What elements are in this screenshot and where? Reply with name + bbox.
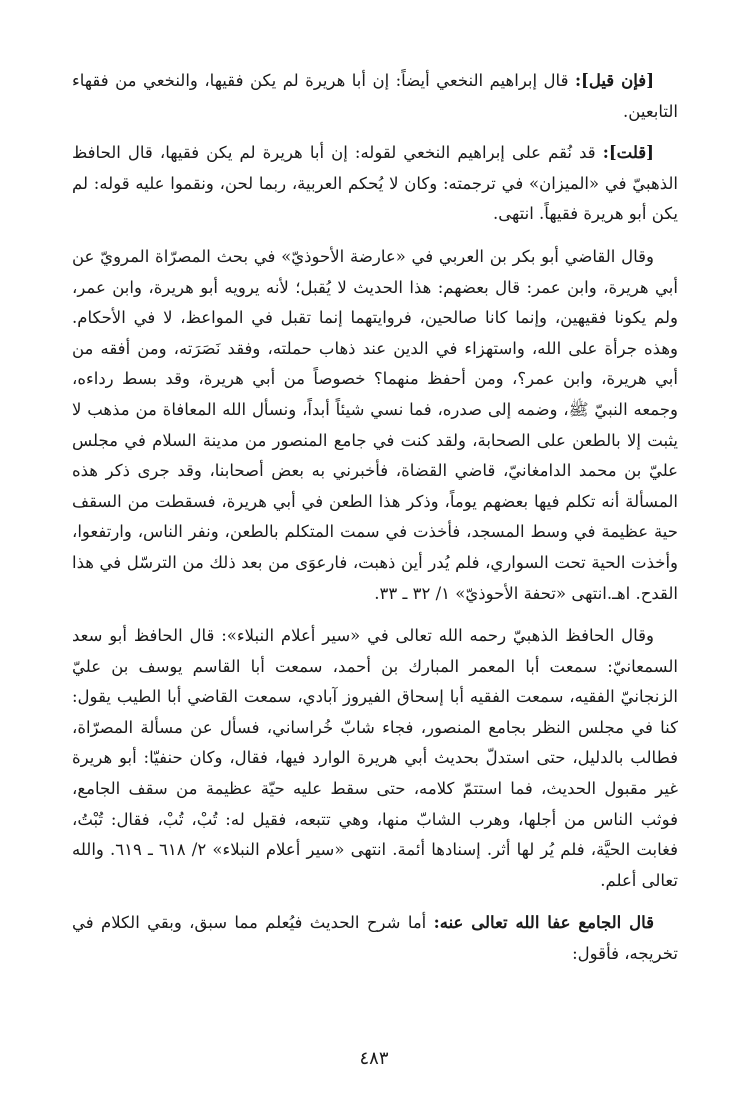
body-text [72,66,678,970]
paragraph-dhahabi [72,621,678,896]
paragraph-ibn-al-arabi [72,242,678,609]
page-number: ٤٨٣ [359,1048,389,1069]
paragraph-lead: [قلت]: [602,143,654,163]
paragraph-lead: قال الجامع عفا الله تعالى عنه: [433,913,655,933]
paragraph-objection [72,66,678,127]
paragraph-body: أما شرح الحديث فيُعلم مما سبق، وبقي الكلام في تخريجه، فأقول: [72,913,678,964]
paragraph-body: قال إبراهيم النخعي أيضاً: إن أبا هريرة لم يكن فقيها، والنخعي من فقهاء التابعين. [72,71,678,121]
paragraph-body: وقال الحافظ الذهبيّ رحمه الله تعالى في «سير أعلام النبلاء»: قال الحافظ أبو سعد السمعانيّ: سمعت أبا المعمر المبارك بن أحمد، سمعت أبا القاسم يوسف بن عليّ الزنجانيّ الفقيه، سمعت الفقيه أبا إسحاق الفيروز آبادي، سمعت القاضي أبا الطيب يقول: كنا في مجلس النظر بجامع المنصور، فجاء شابّ خُراساني، فسأل عن مسألة المصرّاة، فطالب بالدليل، حتى استدلّ بحديث أبي هريرة الوارد فيها، فقال، وكان حنفيّا: أبو هريرة غير مقبول الحديث، فما استتمّ كلامه، حتى سقط عليه حيّة عظيمة من سقف الجامع، فوثب الناس من أجلها، وهرب الشابّ منها، وهي تتبعه، فقيل له: تُبْ، تُبْ، فقال: تُبْتُ، فغابت الحيَّة، فلم يُر لها أثر. إسنادها أئمة. انتهى «سير أعلام النبلاء» ٢/ ٦١٨ ـ ٦١٩. والله تعالى أعلم. [72,626,678,890]
paragraph-reply [72,138,678,230]
paragraph-body: قد نُقم على إبراهيم النخعي لقوله: إن أبا هريرة لم يكن فقيها، قال الحافظ الذهبيّ في «الميزان» في ترجمته: وكان لا يُحكم العربية، ربما لحن، ونقموا عليه قوله: لم يكن أبو هريرة فقيهاً. انتهى. [72,143,678,224]
paragraph-body: وقال القاضي أبو بكر بن العربي في «عارضة الأحوذيّ» في بحث المصرّاة المرويّ عن أبي هريرة، وابن عمر: قال بعضهم: هذا الحديث لا يُقبل؛ لأنه يرويه أبو هريرة، وابن عمر، ولم يكونا فقيهين، وإنما كانا صالحين، فروايتهما إنما تقبل في المواعظ، لا في الأحكام. وهذه جرأة على الله، واستهزاء في الدين عند ذهاب حملته، وفقد نَصَرَته، ومن أفقه من أبي هريرة، وابن عمر؟، ومن أحفظ منهما؟ خصوصاً من أبي هريرة، وقد بسط رداءه، وجمعه النبيّ ﷺ، وضمه إلى صدره، فما نسي شيئاً أبداً، ونسأل الله المعافاة من مذهب لا يثبت إلا بالطعن على الصحابة، ولقد كنت في جامع المنصور من مدينة السلام في مجلس عليّ بن محمد الدامغانيّ، قاضي القضاة، فأخبرني به بعض أصحابنا، وقد جرى ذكر هذه المسألة أنه تكلم فيها بعضهم يوماً، وذكر هذا الطعن في أبي هريرة، فسقطت من السقف حية عظيمة في وسط المسجد، فأخذت في سمت المتكلم بالطعن، ونفر الناس، وارتفعوا، وأخذت الحية تحت السواري، فلم يُدر أين ذهبت، فارعوَى من بعد ذلك من الترسّل في هذا القدح. اهـ.انتهى «تحفة الأحوذيّ» ١/ ٣٢ ـ ٣٣. [72,246,679,603]
paragraph-lead: [فإن قيل]: [574,71,654,90]
paragraph-compiler [72,908,678,969]
